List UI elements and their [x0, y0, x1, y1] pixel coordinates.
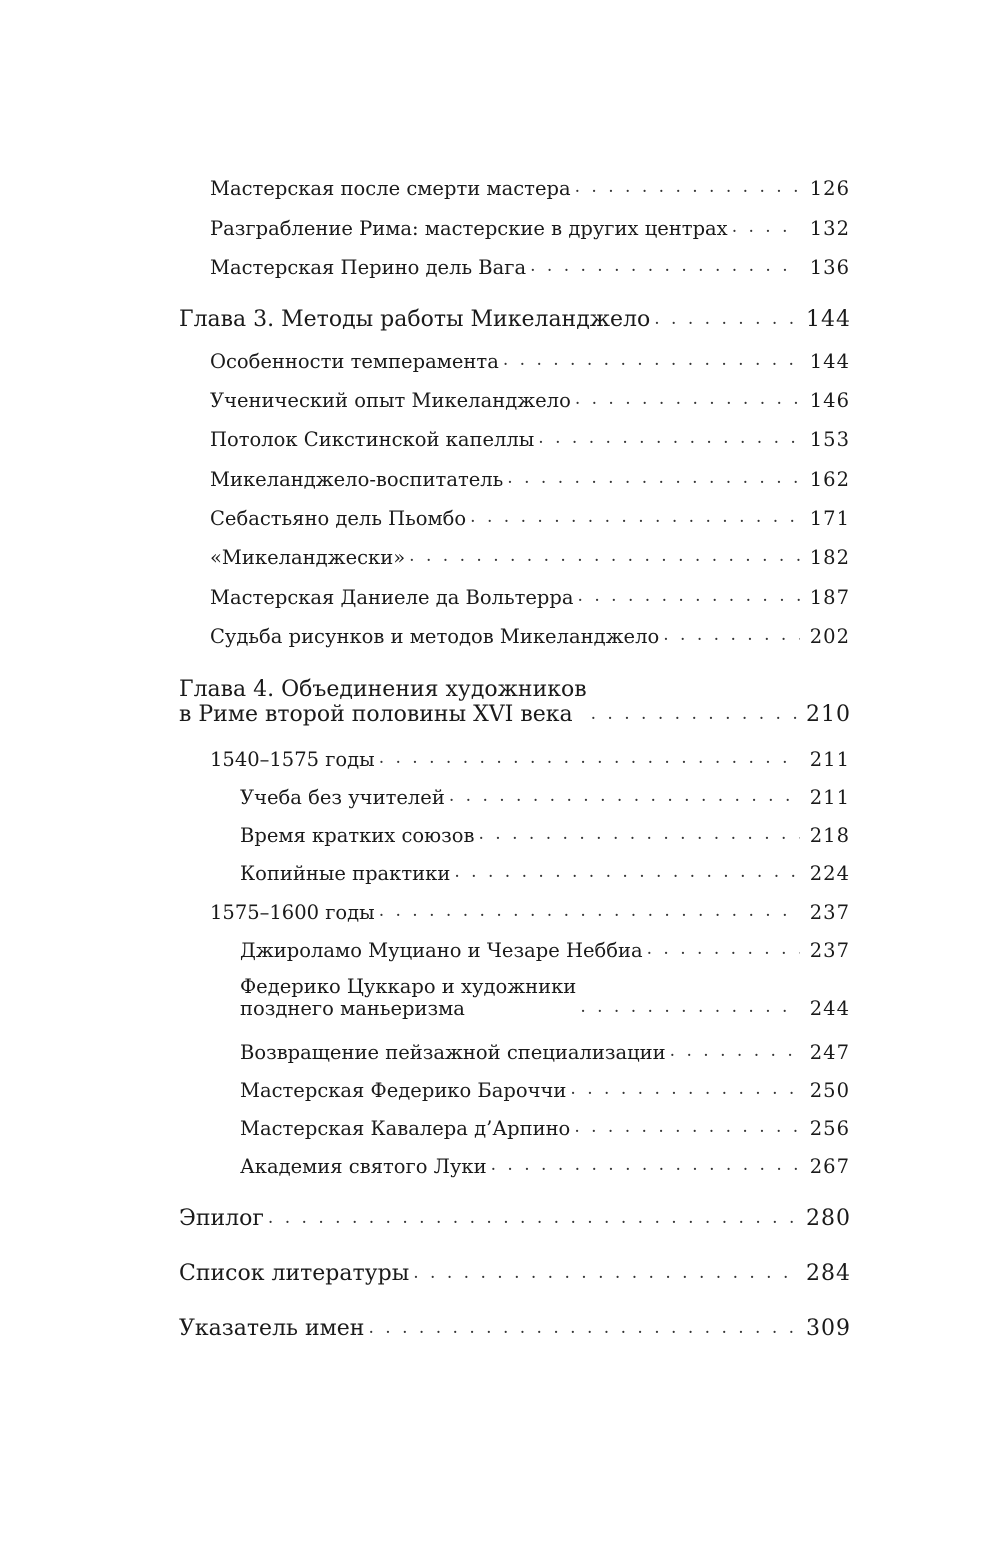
toc-entry-title: Разграбление Рима: мастерские в других центрах — [210, 217, 728, 241]
toc-entry[interactable] — [210, 899, 850, 925]
dot-leader — [491, 1153, 800, 1179]
toc-entry-title: «Микеланджески» — [210, 546, 406, 570]
dot-leader — [413, 1261, 800, 1287]
toc-subentry-title: Академия святого Луки — [240, 1155, 487, 1179]
dot-leader — [578, 584, 800, 610]
toc-chapter-title: Список литературы — [179, 1261, 410, 1287]
toc-chapter[interactable] — [179, 307, 850, 333]
toc-entry[interactable] — [210, 387, 850, 413]
toc-chapter-page: 280 — [806, 1206, 851, 1232]
dot-leader — [368, 1316, 800, 1342]
dot-leader — [503, 348, 800, 374]
toc-chapter-page: 284 — [806, 1261, 851, 1287]
dot-leader — [575, 387, 800, 413]
toc-subentry-page: 224 — [809, 862, 850, 886]
toc-entry[interactable] — [210, 348, 850, 374]
toc-chapter[interactable] — [179, 1316, 850, 1342]
toc-subentry-title: Копийные практики — [240, 862, 451, 886]
toc-subentry-page: 267 — [809, 1155, 850, 1179]
dot-leader — [530, 254, 800, 280]
toc-entry-title: 1575–1600 годы — [210, 901, 375, 925]
toc-subentry-page: 250 — [809, 1079, 850, 1103]
dot-leader — [379, 746, 800, 772]
toc-entry-page: 182 — [809, 546, 850, 570]
dot-leader — [470, 505, 800, 531]
toc-subentry-title: Мастерская Кавалера д’Арпино — [240, 1117, 571, 1141]
dot-leader — [580, 995, 800, 1021]
dot-leader — [575, 175, 800, 201]
toc-entry-title: 1540–1575 годы — [210, 748, 375, 772]
toc-subentry[interactable] — [240, 860, 850, 886]
toc-subentry-page: 256 — [809, 1117, 850, 1141]
toc-subentry-title: Джироламо Муциано и Чезаре Неббиа — [240, 939, 643, 963]
toc-subentry-page: 218 — [809, 824, 850, 848]
toc-entry[interactable] — [210, 466, 850, 492]
toc-subentry-page: 211 — [809, 786, 850, 810]
toc-subentry[interactable] — [240, 976, 850, 1021]
toc-entry-page: 162 — [809, 468, 850, 492]
toc-subentry-title: Федерико Цуккаро и художники позднего маньеризма — [240, 975, 577, 1021]
toc-entry-title: Ученический опыт Микеланджело — [210, 389, 571, 413]
toc-subentry[interactable] — [240, 937, 850, 963]
toc-subentry[interactable] — [240, 784, 850, 810]
toc-entry-page: 202 — [809, 625, 850, 649]
toc-entry-title: Себастьяно дель Пьомбо — [210, 507, 467, 531]
toc-entry[interactable] — [210, 254, 850, 280]
toc-entry-title: Мастерская Перино дель Вага — [210, 256, 527, 280]
toc-entry-title: Микеланджело-воспитатель — [210, 468, 504, 492]
dot-leader — [478, 822, 800, 848]
toc-chapter-page: 309 — [806, 1316, 851, 1342]
toc-entry[interactable] — [210, 623, 850, 649]
toc-entry[interactable] — [210, 175, 850, 201]
toc-subentry-title: Учеба без учителей — [240, 786, 445, 810]
dot-leader — [409, 544, 800, 570]
dot-leader — [574, 1115, 800, 1141]
dot-leader — [670, 1039, 800, 1065]
toc-subentry[interactable] — [240, 1115, 850, 1141]
dot-leader — [570, 1077, 800, 1103]
dot-leader — [507, 466, 800, 492]
toc-entry-title: Потолок Сикстинской капеллы — [210, 428, 535, 452]
toc-chapter[interactable] — [179, 677, 850, 728]
toc-chapter-title: Глава 4. Объединения художников в Риме второй половины XVI века — [179, 677, 587, 728]
toc-subentry-page: 237 — [809, 939, 850, 963]
toc-entry-page: 146 — [809, 389, 850, 413]
dot-leader — [379, 899, 800, 925]
toc-subentry[interactable] — [240, 1077, 850, 1103]
toc-entry-title: Мастерская после смерти мастера — [210, 177, 571, 201]
dot-leader — [591, 702, 800, 728]
toc-entry-page: 153 — [809, 428, 850, 452]
toc-chapter-title: Указатель имен — [179, 1316, 365, 1342]
toc-chapter-title: Эпилог — [179, 1206, 264, 1232]
dot-leader — [732, 215, 800, 241]
toc-subentry[interactable] — [240, 822, 850, 848]
toc-chapter[interactable] — [179, 1206, 850, 1232]
toc-entry[interactable] — [210, 505, 850, 531]
toc-entry-page: 136 — [809, 256, 850, 280]
toc-subentry-page: 244 — [809, 997, 850, 1021]
toc-entry-page: 132 — [809, 217, 850, 241]
toc-entry-page: 237 — [809, 901, 850, 925]
toc-entry[interactable] — [210, 215, 850, 241]
toc-subentry[interactable] — [240, 1039, 850, 1065]
dot-leader — [654, 307, 800, 333]
toc-subentry-title: Мастерская Федерико Бароччи — [240, 1079, 567, 1103]
toc-entry-page: 187 — [809, 586, 850, 610]
toc-entry-title: Мастерская Даниеле да Вольтерра — [210, 586, 574, 610]
toc-entry[interactable] — [210, 584, 850, 610]
dot-leader — [454, 860, 800, 886]
toc-entry[interactable] — [210, 426, 850, 452]
dot-leader — [663, 623, 800, 649]
toc-entry[interactable] — [210, 746, 850, 772]
dot-leader — [647, 937, 800, 963]
toc-entry-page: 144 — [809, 350, 850, 374]
dot-leader — [449, 784, 800, 810]
toc-subentry-title: Время кратких союзов — [240, 824, 475, 848]
dot-leader — [268, 1206, 800, 1232]
toc-subentry-title: Возвращение пейзажной специализации — [240, 1041, 666, 1065]
toc-subentry[interactable] — [240, 1153, 850, 1179]
dot-leader — [538, 426, 800, 452]
toc-entry-title: Особенности темперамента — [210, 350, 499, 374]
toc-entry-page: 171 — [809, 507, 850, 531]
toc-entry-page: 126 — [809, 177, 850, 201]
toc-chapter[interactable] — [179, 1261, 850, 1287]
toc-entry[interactable] — [210, 544, 850, 570]
toc-chapter-page: 210 — [806, 702, 851, 728]
toc-subentry-page: 247 — [809, 1041, 850, 1065]
toc-entry-title: Судьба рисунков и методов Микеланджело — [210, 625, 660, 649]
toc-chapter-title: Глава 3. Методы работы Микеланджело — [179, 307, 651, 333]
toc-chapter-page: 144 — [806, 307, 851, 333]
toc-entry-page: 211 — [809, 748, 850, 772]
